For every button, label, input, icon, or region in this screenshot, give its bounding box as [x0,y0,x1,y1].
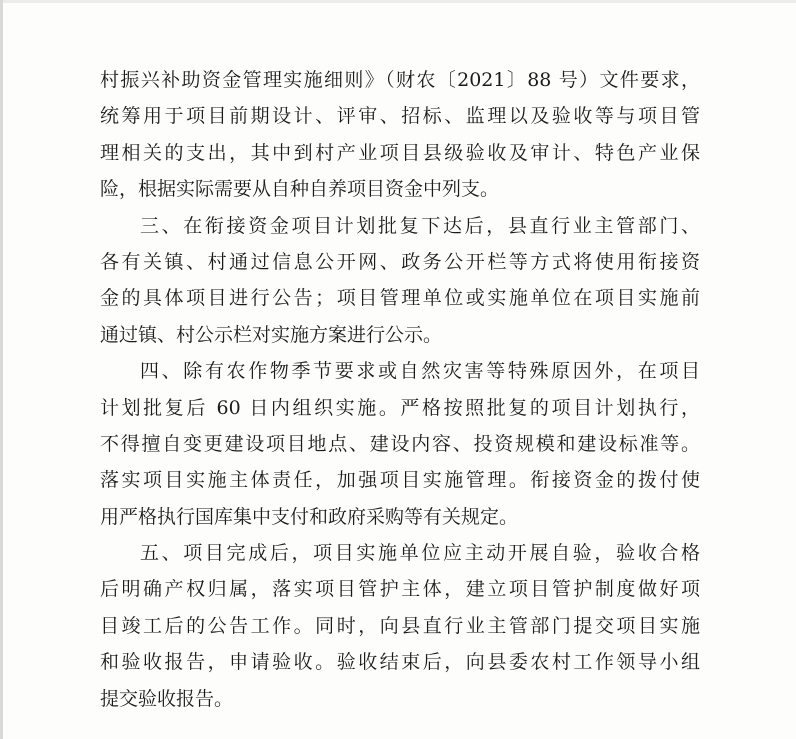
text-line-5: 三、在衔接资金项目计划批复下达后，县直行业主管部门、 [140,214,700,237]
text-line-16: 目竣工后的公告工作。同时，向县直行业主管部门提交项目实施 [100,614,700,637]
text-line-14: 五、项目完成后，项目实施单位应主动开展自验，验收合格 [140,542,700,565]
text-line-1: 村振兴补助资金管理实施细则》（财农〔2021〕88 号）文件要求， [100,69,700,91]
page-left-edge [0,0,3,739]
text-line-8: 通过镇、村公示栏对实施方案进行公示。 [100,323,443,346]
text-line-12: 落实项目实施主体责任，加强项目实施管理。衔接资金的拨付使 [100,469,700,492]
page-top-edge [0,0,796,3]
text-line-2: 统筹用于项目前期设计、评审、招标、监理以及验收等与项目管 [100,105,700,128]
text-line-15: 后明确产权归属，落实项目管护主体，建立项目管护制度做好项 [100,578,700,601]
text-line-17: 和验收报告，申请验收。验收结束后，向县委农村工作领导小组 [100,651,700,674]
text-line-13: 用严格执行国库集中支付和政府采购等有关规定。 [100,505,519,528]
text-line-18: 提交验收报告。 [100,687,234,710]
text-line-6: 各有关镇、村通过信息公开网、政务公开栏等方式将使用衔接资 [100,250,700,273]
text-line-10: 计划批复后 60 日内组织实施。严格按照批复的项目计划执行， [100,396,700,419]
document-body [100,62,700,717]
text-line-4: 险，根据实际需要从自种自养项目资金中列支。 [100,178,500,201]
text-line-3: 理相关的支出，其中到村产业项目县级验收及审计、特色产业保 [100,141,700,164]
text-line-9: 四、除有农作物季节要求或自然灾害等特殊原因外，在项目 [140,360,700,383]
text-line-11: 不得擅自变更建设项目地点、建设内容、投资规模和建设标准等。 [100,432,700,455]
text-line-7: 金的具体项目进行公告；项目管理单位或实施单位在项目实施前 [100,287,700,310]
